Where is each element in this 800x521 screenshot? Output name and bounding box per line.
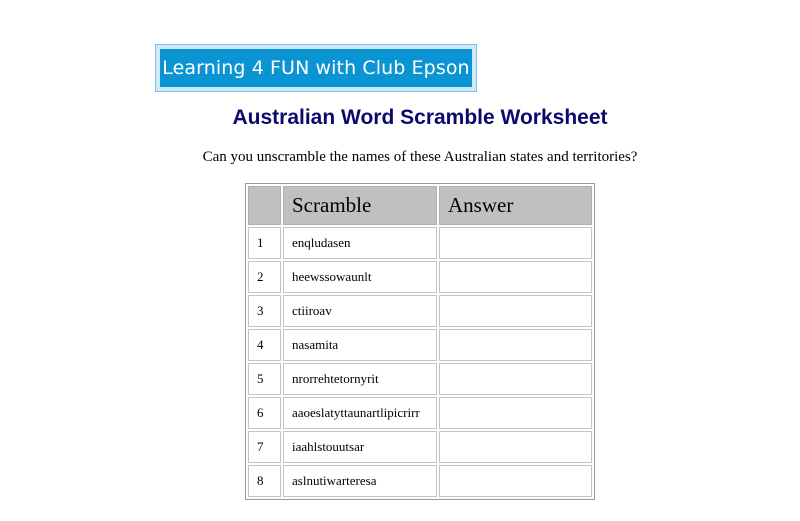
banner-text[interactable]: Learning 4 FUN with Club Epson [160,49,472,87]
answer-cell[interactable] [439,261,592,293]
page-title: Australian Word Scramble Worksheet [232,106,608,129]
answer-cell[interactable] [439,329,592,361]
scrambled-word: aslnutiwarteresa [283,465,437,497]
scrambled-word: ctiiroav [283,295,437,327]
answer-cell[interactable] [439,431,592,463]
answer-cell[interactable] [439,397,592,429]
scramble-table [245,183,595,500]
table-row [248,431,592,463]
club-epson-banner[interactable] [155,44,477,92]
row-number: 4 [248,329,281,361]
row-number: 6 [248,397,281,429]
scrambled-word: enqludasen [283,227,437,259]
scrambled-word: nasamita [283,329,437,361]
answer-cell[interactable] [439,295,592,327]
instructions-text: Can you unscramble the names of these Australian states and territories? [202,149,638,165]
table-row [248,227,592,259]
table-row [248,363,592,395]
row-number: 3 [248,295,281,327]
table-row [248,295,592,327]
scrambled-word: heewssowaunlt [283,261,437,293]
answer-column-header: Answer [439,186,592,225]
row-number: 5 [248,363,281,395]
row-number: 1 [248,227,281,259]
scrambled-word: iaahlstouutsar [283,431,437,463]
table-row [248,397,592,429]
row-number: 7 [248,431,281,463]
number-column-header [248,186,281,225]
table-header-row [248,186,592,225]
table-row [248,465,592,497]
answer-cell[interactable] [439,465,592,497]
row-number: 2 [248,261,281,293]
table-row [248,329,592,361]
row-number: 8 [248,465,281,497]
table-row [248,261,592,293]
scramble-column-header: Scramble [283,186,437,225]
scrambled-word: aaoeslatyttaunartlipicrirr [283,397,437,429]
answer-cell[interactable] [439,227,592,259]
answer-cell[interactable] [439,363,592,395]
scrambled-word: nrorrehtetornyrit [283,363,437,395]
